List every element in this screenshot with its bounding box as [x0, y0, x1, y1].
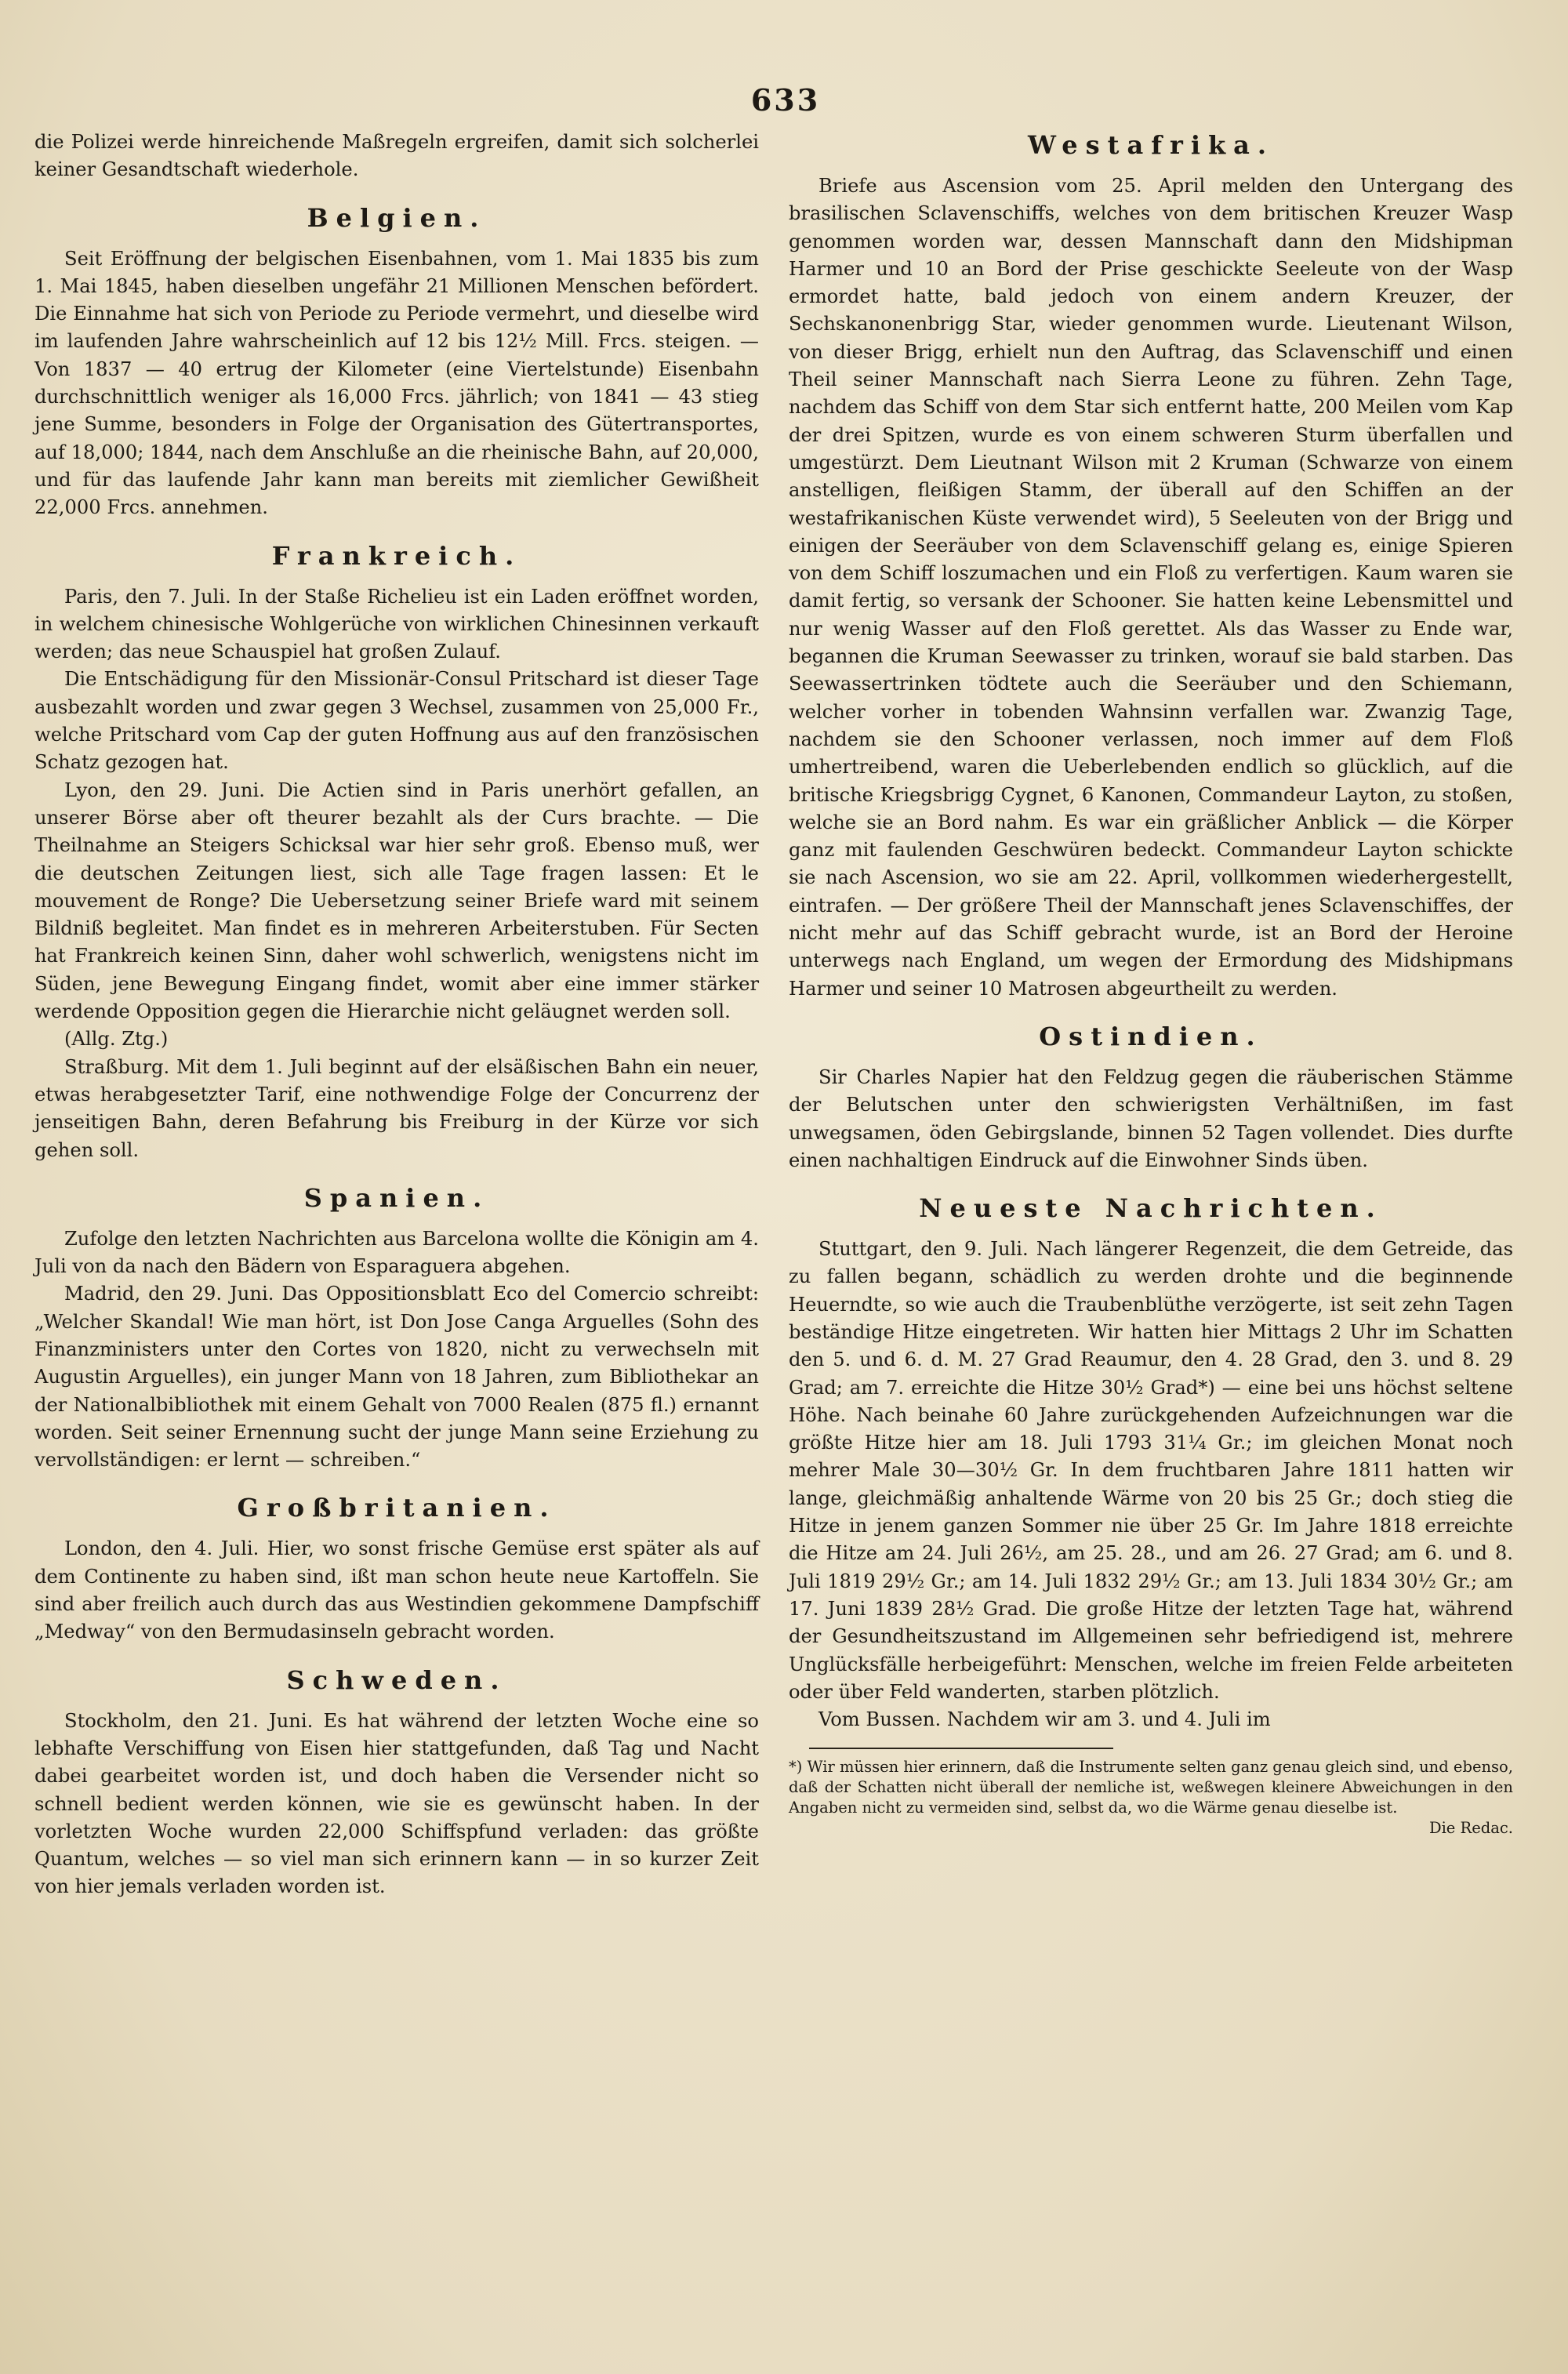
article-paragraph: Die Entschädigung für den Missionär-Consul Pritschard ist dieser Tage ausbezahlt worden und zwar gegen 3 Wechsel, zusammen von 25,000 Fr., welche Pritschard vom Cap der guten Hoffnung aus auf den französischen Schatz gezogen hat. — [34, 668, 759, 774]
footnote-signature: Die Redac. — [1428, 1819, 1513, 1838]
section-heading: Ostindien. — [1039, 1021, 1263, 1051]
article-paragraph: Stuttgart, den 9. Juli. Nach längerer Regenzeit, die dem Getreide, das zu fallen begann, schädlich zu werden drohte und die beginnende Heuerndte, so wie auch die Traubenblüthe verzögerte, ist seit zehn Tagen beständige Hitze eingetreten. Wir hatten hier Mittags 2 Uhr im Schatten den 5. und 6. d. M. 27 Grad Reaumur, den 4. 28 Grad, den 3. und 8. 29 Grad; am 7. erreichte die Hitze 30½ Grad*) — eine bei uns höchst seltene Höhe. Nach beinahe 60 Jahre zurückgehenden Aufzeichnungen war die größte Hitze hier am 18. Juli 1793 31¼ Gr.; im gleichen Monat noch mehrer Male 30—30½ Gr. In dem fruchtbaren Jahre 1811 hatten wir lange, gleichmäßig anhaltende Wärme von 20 bis 25 Gr.; doch stieg die Hitze in jenem ganzen Sommer nie über 25 Gr. Im Jahre 1818 erreichte die Hitze am 24. Juli 26½, am 25. 28., und am 26. 27 Grad; am 6. und 8. Juli 1819 29½ Gr.; am 14. Juli 1832 29½ Gr.; am 13. Juli 1834 30½ Gr.; am 17. Juni 1839 28½ Grad. Die große Hitze der letzten Tage hat, während der Gesundheitszustand im Allgemeinen sehr befriedigend ist, mehrere Unglücksfälle herbeigeführt: Menschen, welche im freien Felde arbeiteten oder über Feld wanderten, starben plötzlich. — [789, 1238, 1513, 1703]
section-heading: Neueste Nachrichten. — [919, 1193, 1383, 1224]
article-paragraph: Stockholm, den 21. Juni. Es hat während der letzten Woche eine so lebhafte Verschiffung von Eisen hier stattgefunden, daß Tag und Nacht dabei gearbeitet worden ist, und doch haben die Versender nicht so schnell bedient werden können, wie sie es gewünscht haben. In der vorletzten Woche wurden 22,000 Schiffspfund verladen: das größte Quantum, welches — so viel man sich erinnern kann — in so kurzer Zeit von hier jemals verladen worden ist. — [34, 1709, 759, 1898]
section-heading: Frankreich. — [271, 540, 522, 571]
left-column — [34, 129, 759, 1901]
footnote — [789, 1757, 1513, 1839]
page-number: 633 — [750, 82, 821, 118]
section-heading: Westafrika. — [1027, 130, 1275, 160]
source-citation: (Allg. Ztg.) — [64, 1028, 169, 1051]
article-paragraph: London, den 4. Juli. Hier, wo sonst frische Gemüse erst später als auf dem Continente zu haben sind, ißt man schon heute neue Kartoffeln. Sie sind aber freilich auch durch das aus Westindien gekommene Dampfschiff „Medway“ von den Bermudasinseln gebracht worden. — [34, 1537, 759, 1643]
article-paragraph: Zufolge den letzten Nachrichten aus Barcelona wollte die Königin am 4. Juli von da nach den Bädern von Esparaguera abgehen. — [34, 1227, 759, 1278]
article-paragraph: die Polizei werde hinreichende Maßregeln ergreifen, damit sich solcherlei keiner Gesandtschaft wiederhole. — [34, 131, 759, 181]
article-paragraph: Briefe aus Ascension vom 25. April melden den Untergang des brasilischen Sclavenschiffs, welches von dem britischen Kreuzer Wasp genommen worden war, dessen Mannschaft dann den Midshipman Harmer und 10 an Bord der Prise geschickte Seeleute von der Wasp ermordet hatte, bald jedoch von einem andern Kreuzer, der Sechskanonenbrigg Star, wieder genommen wurde. Lieutenant Wilson, von dieser Brigg, erhielt nun den Auftrag, das Sclavenschiff und einen Theil seiner Mannschaft nach Sierra Leone zu führen. Zehn Tage, nachdem das Schiff von dem Star sich entfernt hatte, 200 Meilen vom Kap der drei Spitzen, wurde es von einem schweren Sturm überfallen und umgestürzt. Dem Lieutnant Wilson mit 2 Kruman (Schwarze von einem anstelligen, fleißigen Stamm, der überall auf den Schiffen an der westafrikanischen Küste verwendet wird), 5 Seeleuten von der Brigg und einigen der Seeräuber von dem Sclavenschiff gelang es, einige Spieren von dem Schiff loszumachen und ein Floß zu verfertigen. Kaum waren sie damit fertig, so versank der Schooner. Sie hatten keine Lebensmittel und nur wenig Wasser auf den Floß gerettet. Als das Wasser zu Ende war, begannen die Kruman Seewasser zu trinken, worauf sie bald starben. Das Seewassertrinken tödtete auch die Seeräuber und den Schiemann, welcher vorher in tobenden Wahnsinn verfallen war. Zwanzig Tage, nachdem sie den Schooner verlassen, noch immer auf dem Floß umhertreibend, waren die Ueberlebenden endlich so glücklich, auf die britische Kriegsbrigg Cygnet, 6 Kanonen, Commandeur Layton, zu stoßen, welche sie an Bord nahm. Es war ein gräßlicher Anblick — die Körper ganz mit faulenden Geschwüren bedeckt. Commandeur Layton schickte sie nach Ascension, wo sie am 22. April, vollkommen wiederhergestellt, eintrafen. — Der größere Theil der Mannschaft jenes Sclavenschiffes, der nicht mehr auf das Schiff gebracht wurde, ist an Bord der Heroine unterwegs nach England, um wegen der Ermordung des Midshipmans Harmer und seiner 10 Matrosen abgeurtheilt zu werden. — [789, 175, 1513, 1000]
right-column — [789, 129, 1513, 1839]
article-paragraph: Straßburg. Mit dem 1. Juli beginnt auf der elsäßischen Bahn ein neuer, etwas herabgesetzter Tarif, eine nothwendige Folge der Concurrenz der jenseitigen Bahn, deren Befahrung bis Freiburg in der Kürze vor sich gehen soll. — [34, 1055, 759, 1161]
article-paragraph: Seit Eröffnung der belgischen Eisenbahnen, vom 1. Mai 1835 bis zum 1. Mai 1845, haben dieselben ungefähr 21 Millionen Menschen befördert. Die Einnahme hat sich von Periode zu Periode vermehrt, und dieselbe wird im laufenden Jahre wahrscheinlich auf 12 bis 12½ Mill. Frcs. steigen. — Von 1837 — 40 ertrug der Kilometer (eine Viertelstunde) Eisenbahn durchschnittlich weniger als 16,000 Frcs. jährlich; von 1841 — 43 stieg jene Summe, besonders in Folge der Organisation des Gütertransportes, auf 18,000; 1844, nach dem Anschluße an die rheinische Bahn, auf 20,000, und für das laufende Jahr kann man bereits mit ziemlicher Gewißheit 22,000 Frcs. annehmen. — [34, 247, 759, 519]
article-paragraph: Vom Bussen. Nachdem wir am 3. und 4. Juli im — [818, 1708, 1271, 1731]
article-paragraph: Paris, den 7. Juli. In der Staße Richelieu ist ein Laden eröffnet worden, in welchem chinesische Wohlgerüche von wirklichen Chinesinnen verkauft werden; das neue Schauspiel hat großen Zulauf. — [34, 585, 759, 663]
section-heading: Großbritanien. — [237, 1493, 557, 1523]
footnote-divider — [809, 1748, 1113, 1749]
footnote-text: *) Wir müssen hier erinnern, daß die Instrumente selten ganz genau gleich sind, und ebenso, daß der Schatten nicht überall der nemliche ist, weßwegen kleinere Abweichungen in den Angaben nicht zu vermeiden sind, selbst da, wo die Wärme genau dieselbe ist. — [789, 1758, 1513, 1817]
columns — [34, 129, 1513, 1901]
section-heading: Spanien. — [303, 1182, 490, 1213]
section-heading: Belgien. — [307, 202, 487, 233]
article-paragraph: Madrid, den 29. Juni. Das Oppositionsblatt Eco del Comercio schreibt: „Welcher Skandal! Wie man hört, ist Don Jose Canga Arguelles (Sohn des Finanzministers unter den Cortes von 1820, nicht zu verwechseln mit Augustin Arguelles), ein junger Mann von 18 Jahren, zum Bibliothekar an der Nationalbibliothek mit einem Gehalt von 7000 Realen (875 fl.) ernannt worden. Seit seiner Ernennung sucht der junge Mann seine Erziehung zu vervollständigen: er lernt — schreiben.“ — [34, 1283, 759, 1472]
article-paragraph: Sir Charles Napier hat den Feldzug gegen die räuberischen Stämme der Belutschen unter den schwierigsten Verhältnißen, im fast unwegsamen, öden Gebirgslande, binnen 52 Tagen vollendet. Dies durfte einen nachhaltigen Eindruck auf die Einwohner Sinds üben. — [789, 1065, 1513, 1171]
section-heading: Schweden. — [286, 1664, 507, 1695]
article-paragraph: Lyon, den 29. Juni. Die Actien sind in Paris unerhört gefallen, an unserer Börse aber oft theurer bezahlt als der Curs brachte. — Die Theilnahme an Steigers Schicksal war hier sehr groß. Ebenso muß, wer die deutschen Zeitungen liest, sich alle Tage fragen lassen: Et le mouvement de Ronge? Die Uebersetzung seiner Briefe ward mit seinem Bildniß begleitet. Man findet es in mehreren Arbeiterstuben. Für Secten hat Frankreich keinen Sinn, daher wohl schwerlich, wenigstens nicht im Süden, jene Bewegung Eingang findet, womit aber eine immer stärker werdende Opposition gegen die Hierarchie nicht geläugnet werden soll. — [34, 779, 759, 1023]
